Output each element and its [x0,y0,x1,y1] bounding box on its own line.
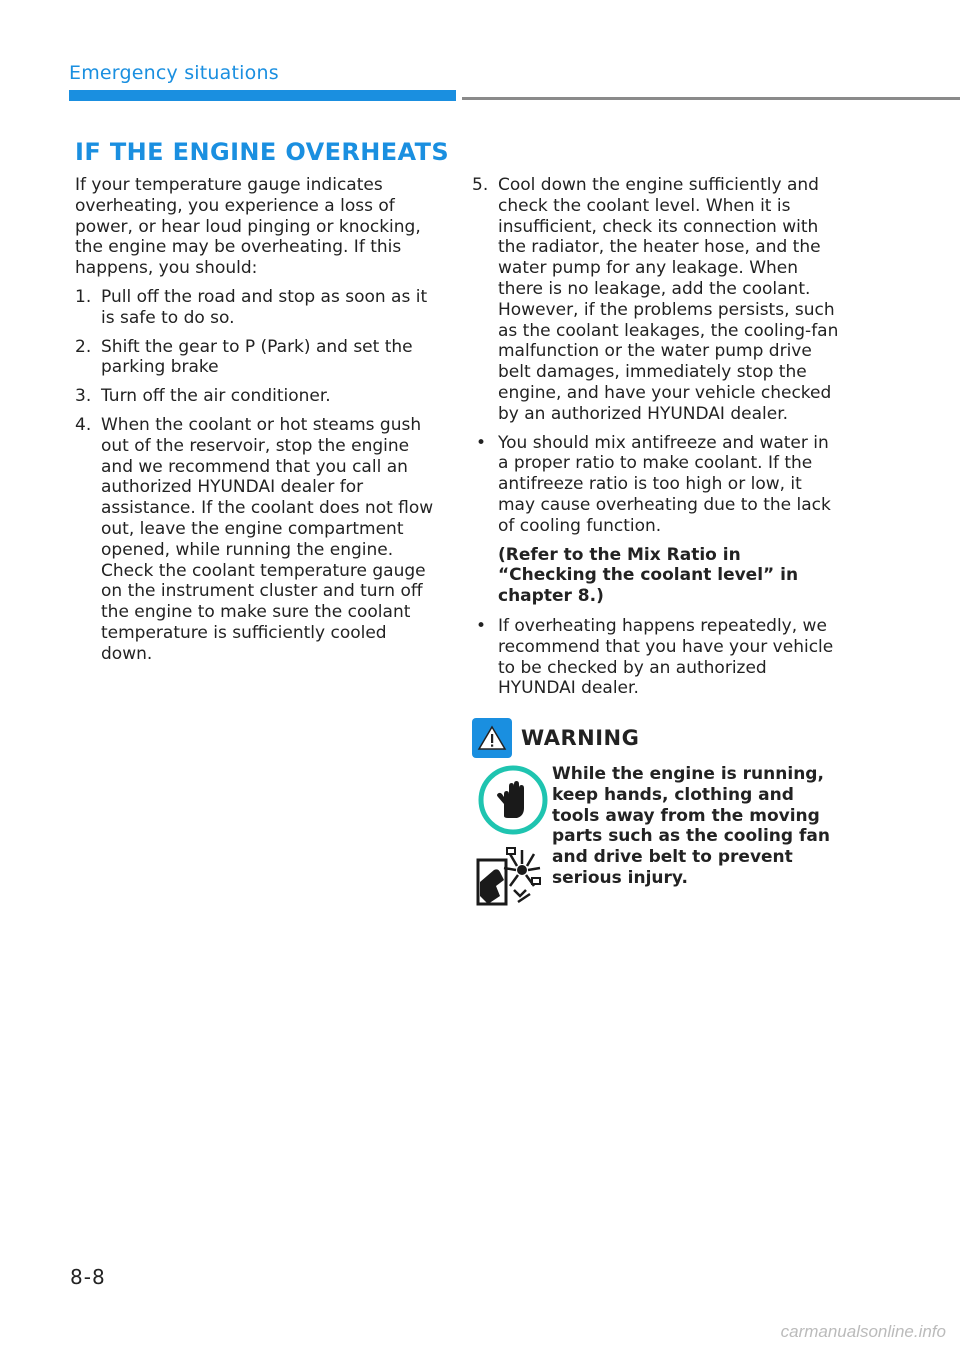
step-marker: 5. [472,175,489,195]
step-text: Pull off the road and stop as soon as it is safe to do so. [101,286,428,328]
header-rule-gray [462,97,960,100]
bullet-text: If overheating happens repeatedly, we recommend that you have your vehicle to be checked by an authorized HYUNDAI dealer. [498,615,834,699]
page-number: 8-8 [70,1265,106,1289]
step-item [75,415,440,665]
footer-watermark: carmanualsonline.info [780,1322,946,1341]
page-title: IF THE ENGINE OVERHEATS [75,138,450,166]
warning-block [472,718,842,912]
bullet-item [472,616,842,699]
no-hand-icon [477,764,549,836]
step-text: When the coolant or hot steams gush out of the reservoir, stop the engine and we recommend that you call an authorized HYUNDAI dealer for assistance. If the coolant does not flow out, leave the engine compartment opened, while running the engine. Check the coolant temperature gauge on the instrument cluster and turn off the engine to make sure the coolant temperature is sufficiently cooled down. [101,414,434,664]
bullet-marker: • [476,615,487,636]
warning-title: WARNING [521,726,640,750]
bullet-item [472,433,842,537]
step-marker: 4. [75,414,92,435]
left-column [75,175,440,673]
step-marker: 1. [75,286,92,307]
step-text: Turn off the air conditioner. [101,386,331,407]
right-column [472,175,842,707]
section-label: Emergency situations [69,62,279,84]
step-item [472,175,842,425]
warning-text: While the engine is running, keep hands, clothing and tools away from the moving parts such as the cooling fan and drive belt to prevent serious injury. [552,764,830,888]
header-rule-blue [69,90,456,101]
warning-body [472,764,842,912]
step-item [75,386,440,407]
mix-ratio-note: (Refer to the Mix Ratio in “Checking the coolant level” in chapter 8.) [498,544,799,607]
step-text: Cool down the engine sufficiently and check the coolant level. When it is insufficient, check its connection with the radiator, the heater hose, and the water pump for any leakage. When there is no leakage, add the coolant. However, if the problems persists, such as the coolant leakages, the cooling-fan malfunction or the water pump drive belt damages, immediately stop the engine, and have your vehicle checked by an authorized HYUNDAI dealer. [498,175,839,424]
bullet-text: You should mix antifreeze and water in a proper ratio to make coolant. If the antifreeze ratio is too high or low, it may cause overheating due to the lack of cooling function. [498,432,831,536]
bullet-marker: • [476,432,487,453]
step-item [75,287,440,329]
warning-header [472,718,842,758]
warning-triangle-icon [472,718,512,758]
warning-icons [472,764,552,912]
step-text: Shift the gear to P (Park) and set the parking brake [101,336,413,378]
intro-paragraph: If your temperature gauge indicates overheating, you experience a loss of power, or hear loud pinging or knocking, the engine may be overheating. If this happens, you should: [75,175,421,279]
step-item [75,337,440,379]
fan-hand-hazard-icon [474,840,546,912]
step-marker: 2. [75,336,92,357]
step-marker: 3. [75,386,92,407]
